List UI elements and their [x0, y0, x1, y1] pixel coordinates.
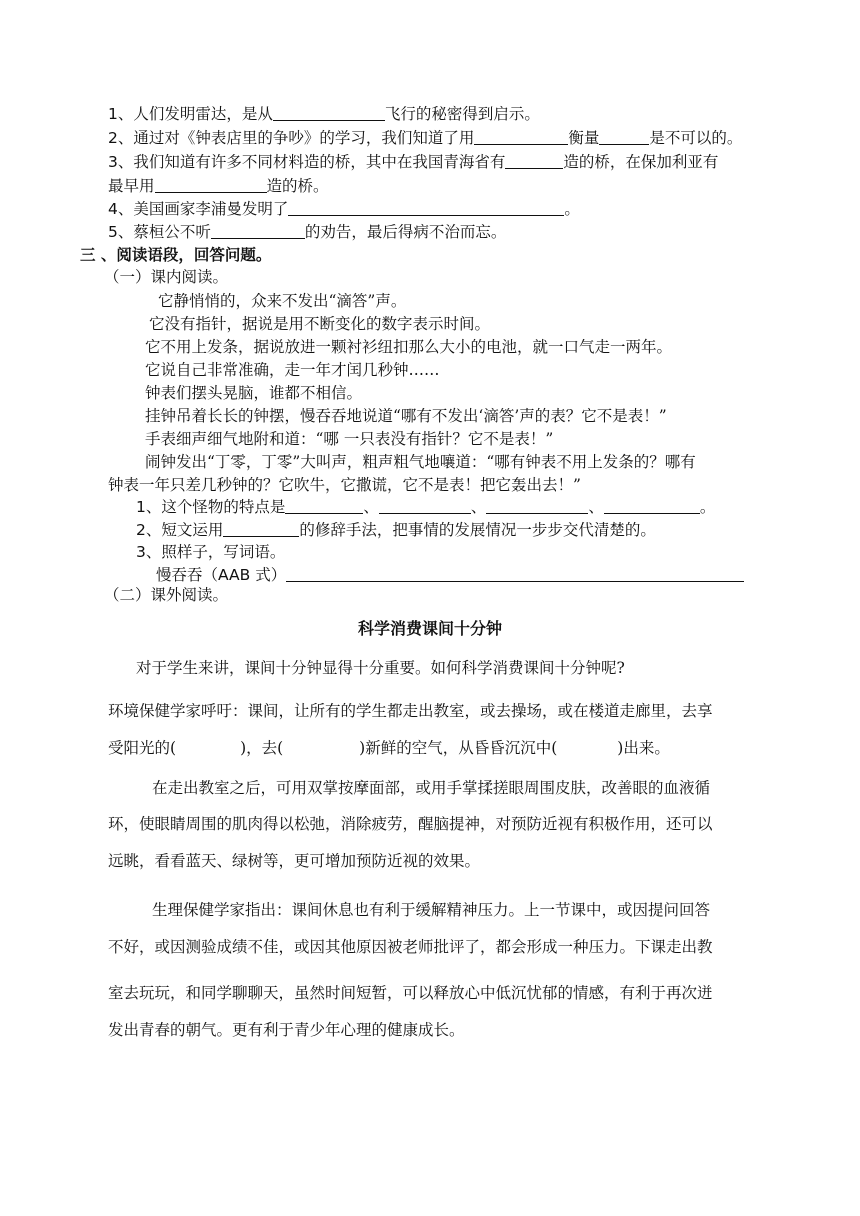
article-paragraph: 发出青春的朝气。更有利于青少年心理的健康成长。 — [108, 1021, 465, 1039]
passage-line: 钟表们摆头晃脑，谁都不相信。 — [145, 384, 363, 402]
passage-line: 闹钟发出“丁零，丁零”大叫声，粗声粗气地嚷道：“哪有钟表不用上发条的？哪有 — [145, 453, 696, 471]
question-text: 最早用 — [108, 177, 155, 195]
passage-line: 钟表一年只差几秒钟的？它吹牛，它撒谎，它不是表！把它轰出去！” — [108, 476, 581, 494]
blank-question-5 — [108, 222, 506, 242]
answer-blank[interactable] — [286, 566, 744, 582]
reading-question-2 — [136, 520, 656, 540]
part2-label: （二）课外阅读。 — [104, 586, 229, 604]
answer-blank[interactable] — [273, 105, 385, 121]
passage-line: 它静悄悄的，众来不发出“滴答”声。 — [158, 292, 407, 310]
article-paragraph: 环境保健学家呼吁：课间，让所有的学生都走出教室，或去操场，或在楼道走廊里，去享 — [108, 702, 713, 720]
passage-line: 它没有指针，据说是用不断变化的数字表示时间。 — [149, 315, 491, 333]
question-text: 的劝告，最后得病不治而忘。 — [304, 223, 507, 241]
answer-blank[interactable] — [505, 153, 563, 169]
answer-blank[interactable] — [285, 498, 363, 514]
question-text: 是不可以的。 — [649, 129, 743, 147]
article-paragraph-blanks — [108, 738, 670, 758]
question-text: 2、通过对《钟表店里的争吵》的学习，我们知道了用 — [108, 129, 475, 147]
answer-blank[interactable] — [599, 129, 649, 145]
answer-blank[interactable] — [486, 498, 588, 514]
blank-question-3-cont — [108, 176, 329, 196]
question-text: )新鲜的空气，从昏昏沉沉中( — [359, 739, 558, 757]
blank-question-2 — [108, 128, 742, 148]
question-text: )出来。 — [617, 739, 670, 757]
answer-blank[interactable] — [211, 223, 305, 239]
answer-blank[interactable] — [474, 129, 568, 145]
answer-blank[interactable] — [379, 498, 471, 514]
reading-question-3: 3、照样子，写词语。 — [136, 543, 286, 561]
passage-line: 它说自己非常准确，走一年才闰几秒钟…… — [145, 361, 440, 379]
question-text: 的修辞手法，把事情的发展情况一步步交代清楚的。 — [299, 521, 656, 539]
article-paragraph: 对于学生来讲，课间十分钟显得十分重要。如何科学消费课间十分钟呢? — [136, 659, 625, 677]
article-paragraph: 生理保健学家指出：课间休息也有利于缓解精神压力。上一节课中，或因提问回答 — [152, 901, 711, 919]
blank-question-1 — [108, 104, 540, 124]
question-text: 慢吞吞（AAB 式） — [156, 566, 287, 584]
separator: 、 — [470, 498, 487, 516]
answer-blank[interactable] — [604, 498, 700, 514]
article-title: 科学消费课间十分钟 — [357, 619, 502, 638]
question-text: 1、人们发明雷达，是从 — [108, 105, 273, 123]
blank-question-3 — [108, 152, 718, 172]
article-paragraph: 室去玩玩，和同学聊聊天，虽然时间短暂，可以释放心中低沉忧郁的情感，有利于再次迸 — [108, 984, 713, 1002]
passage-line: 挂钟吊着长长的钟摆，慢吞吞地说道“哪有不发出‘滴答’声的表？它不是表！” — [145, 407, 667, 425]
question-text: 1、这个怪物的特点是 — [136, 498, 286, 516]
separator: 、 — [363, 498, 379, 516]
article-paragraph: 远眺，看看蓝天、绿树等，更可增加预防近视的效果。 — [108, 852, 481, 870]
reading-question-1 — [136, 497, 715, 517]
question-text: 4、美国画家李浦曼发明了 — [108, 200, 289, 218]
passage-line: 手表细声细气地附和道：“哪 一只表没有指针？它不是表！” — [145, 430, 554, 448]
section-heading: 三 、阅读语段，回答问题。 — [80, 246, 272, 264]
blank-question-4 — [108, 199, 580, 219]
separator: 、 — [588, 498, 604, 516]
passage-line: 它不用上发条，据说放进一颗衬衫纽扣那么大小的电池，就一口气走一两年。 — [145, 338, 673, 356]
question-text: 。 — [564, 200, 580, 218]
question-text: 3、我们知道有许多不同材料造的桥，其中在我国青海省有 — [108, 153, 506, 171]
question-text: 2、短文运用 — [136, 521, 224, 539]
answer-blank[interactable] — [155, 177, 267, 193]
question-text: 飞行的秘密得到启示。 — [384, 105, 540, 123]
article-paragraph: 环，使眼睛周围的肌肉得以松弛，消除疲劳，醒脑提神，对预防近视有积极作用，还可以 — [108, 815, 713, 833]
question-text: 造的桥，在保加利亚有 — [563, 153, 719, 171]
part1-label: （一）课内阅读。 — [104, 268, 229, 286]
reading-question-3-example — [156, 565, 744, 585]
question-text: )，去( — [240, 739, 284, 757]
question-text: 受阳光的( — [108, 739, 177, 757]
separator: 。 — [699, 498, 716, 516]
answer-blank[interactable] — [223, 521, 299, 537]
article-paragraph: 不好，或因测验成绩不佳，或因其他原因被老师批评了，都会形成一种压力。下课走出教 — [108, 938, 713, 956]
question-text: 衡量 — [568, 129, 600, 147]
article-paragraph: 在走出教室之后，可用双掌按摩面部，或用手掌揉搓眼周围皮肤，改善眼的血液循 — [152, 779, 711, 797]
answer-blank[interactable] — [288, 200, 564, 216]
question-text: 5、蔡桓公不听 — [108, 223, 211, 241]
question-text: 造的桥。 — [266, 177, 329, 195]
